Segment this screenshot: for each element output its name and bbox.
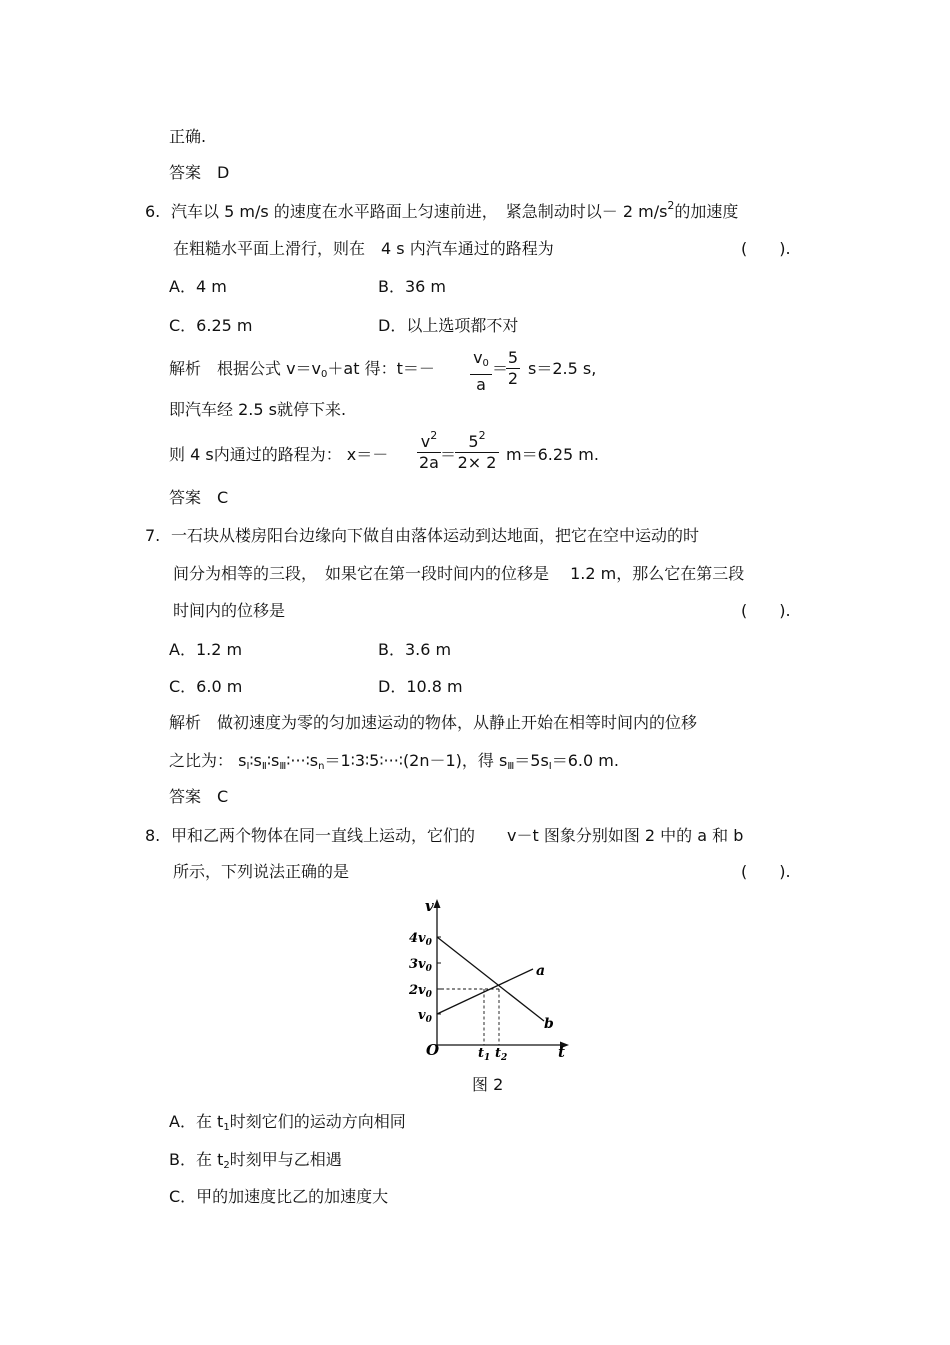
question-number: 8. [145, 826, 161, 845]
option-d: D．10.8 m [378, 677, 463, 696]
x-tick-label: $t_1$ [478, 1046, 491, 1060]
question-text: 汽车以 5 m/s 的速度在水平路面上匀速前进， 紧急制动时以－ 2 $m/s^2$的加速度 [171, 199, 739, 221]
option-c: C．甲的加速度比乙的加速度大 [169, 1187, 389, 1206]
option-b: B．3.6 m [378, 640, 452, 659]
origin-label: O [426, 1041, 440, 1059]
question-text: 时间内的位移是 [173, 601, 286, 620]
option-a: A．4 m [169, 277, 227, 296]
line-a-label: a [536, 963, 546, 979]
answer-bracket: ( ). [741, 239, 791, 258]
option-b: B．36 m [378, 277, 447, 296]
vt-graph [405, 895, 580, 1060]
option-d: D．以上选项都不对 [378, 316, 519, 335]
x-tick-label: $t_2$ [495, 1046, 508, 1060]
line-a [437, 969, 533, 1014]
option-a: A．1.2 m [169, 640, 243, 659]
line-b [437, 937, 544, 1021]
option-b: B．在 $t_2$时刻甲与乙相遇 [169, 1150, 342, 1171]
option-a: A．在 $t_1$时刻它们的运动方向相同 [169, 1112, 406, 1133]
figure-caption: 图 2 [472, 1075, 504, 1094]
answer-bracket: ( ). [741, 601, 791, 620]
y-tick-label: $4v_0$ [409, 931, 432, 948]
solution-text: 则 4 s内通过的路程为： x＝－ [169, 445, 389, 464]
equals-sign: ＝ [440, 445, 457, 464]
fraction: $\frac{v^2}{2a}$ [417, 432, 441, 473]
fraction: $\frac{v_0}{a}$ [470, 348, 492, 395]
y-tick-label: $v_0$ [418, 1008, 432, 1025]
solution-text: s＝2.5 s, [528, 359, 597, 378]
y-axis-arrow [434, 899, 441, 908]
fraction: $\frac{5}{2}$ [507, 348, 519, 388]
line-b-label: b [544, 1016, 554, 1032]
answer-line: 答案 C [169, 488, 229, 507]
solution-text: m＝6.25 m. [506, 445, 599, 464]
question-text: 所示，下列说法正确的是 [173, 862, 350, 881]
question-text: 甲和乙两个物体在同一直线上运动，它们的 v－t 图象分别如图 2 中的 a 和 b [171, 826, 744, 845]
text-line: 正确. [169, 127, 207, 146]
option-c: C．6.25 m [169, 316, 253, 335]
y-tick-label: $3v_0$ [409, 957, 432, 974]
solution-text: 解析 做初速度为零的匀加速运动的物体，从静止开始在相等时间内的位移 [169, 713, 698, 732]
question-text: 在粗糙水平面上滑行，则在 4 s 内汽车通过的路程为 [173, 239, 554, 258]
question-number: 7. [145, 526, 161, 545]
answer-line: 答案 C [169, 787, 229, 806]
answer-line: 答案 D [169, 163, 230, 182]
question-number: 6. [145, 202, 161, 221]
fraction: $\frac{5^2}{2\times 2}$ [455, 432, 499, 473]
equals-sign: ＝ [492, 359, 509, 378]
question-text: 间分为相等的三段， 如果它在第一段时间内的位移是 1.2 m，那么它在第三段 [173, 564, 745, 583]
question-text: 一石块从楼房阳台边缘向下做自由落体运动到达地面，把它在空中运动的时 [171, 526, 700, 545]
option-c: C．6.0 m [169, 677, 243, 696]
x-axis-label: t [558, 1043, 565, 1060]
solution-text: 之比为： $s_Ⅰ∶s_Ⅱ∶s_Ⅲ∶\cdot\cdot\cdot∶s_n=1∶3∶5∶\cdot\cdot\cdot∶(2n-1)$，得 $s_Ⅲ=5s_Ⅰ=6.0$ m. [169, 751, 619, 772]
answer-bracket: ( ). [741, 862, 791, 881]
y-axis-label: v [425, 897, 434, 915]
solution-text: 即汽车经 2.5 s就停下来. [169, 400, 347, 419]
solution-text: 解析 根据公式 $v=v_0+at$ 得：t＝－ [169, 359, 435, 380]
y-tick-label: $2v_0$ [409, 983, 432, 1000]
